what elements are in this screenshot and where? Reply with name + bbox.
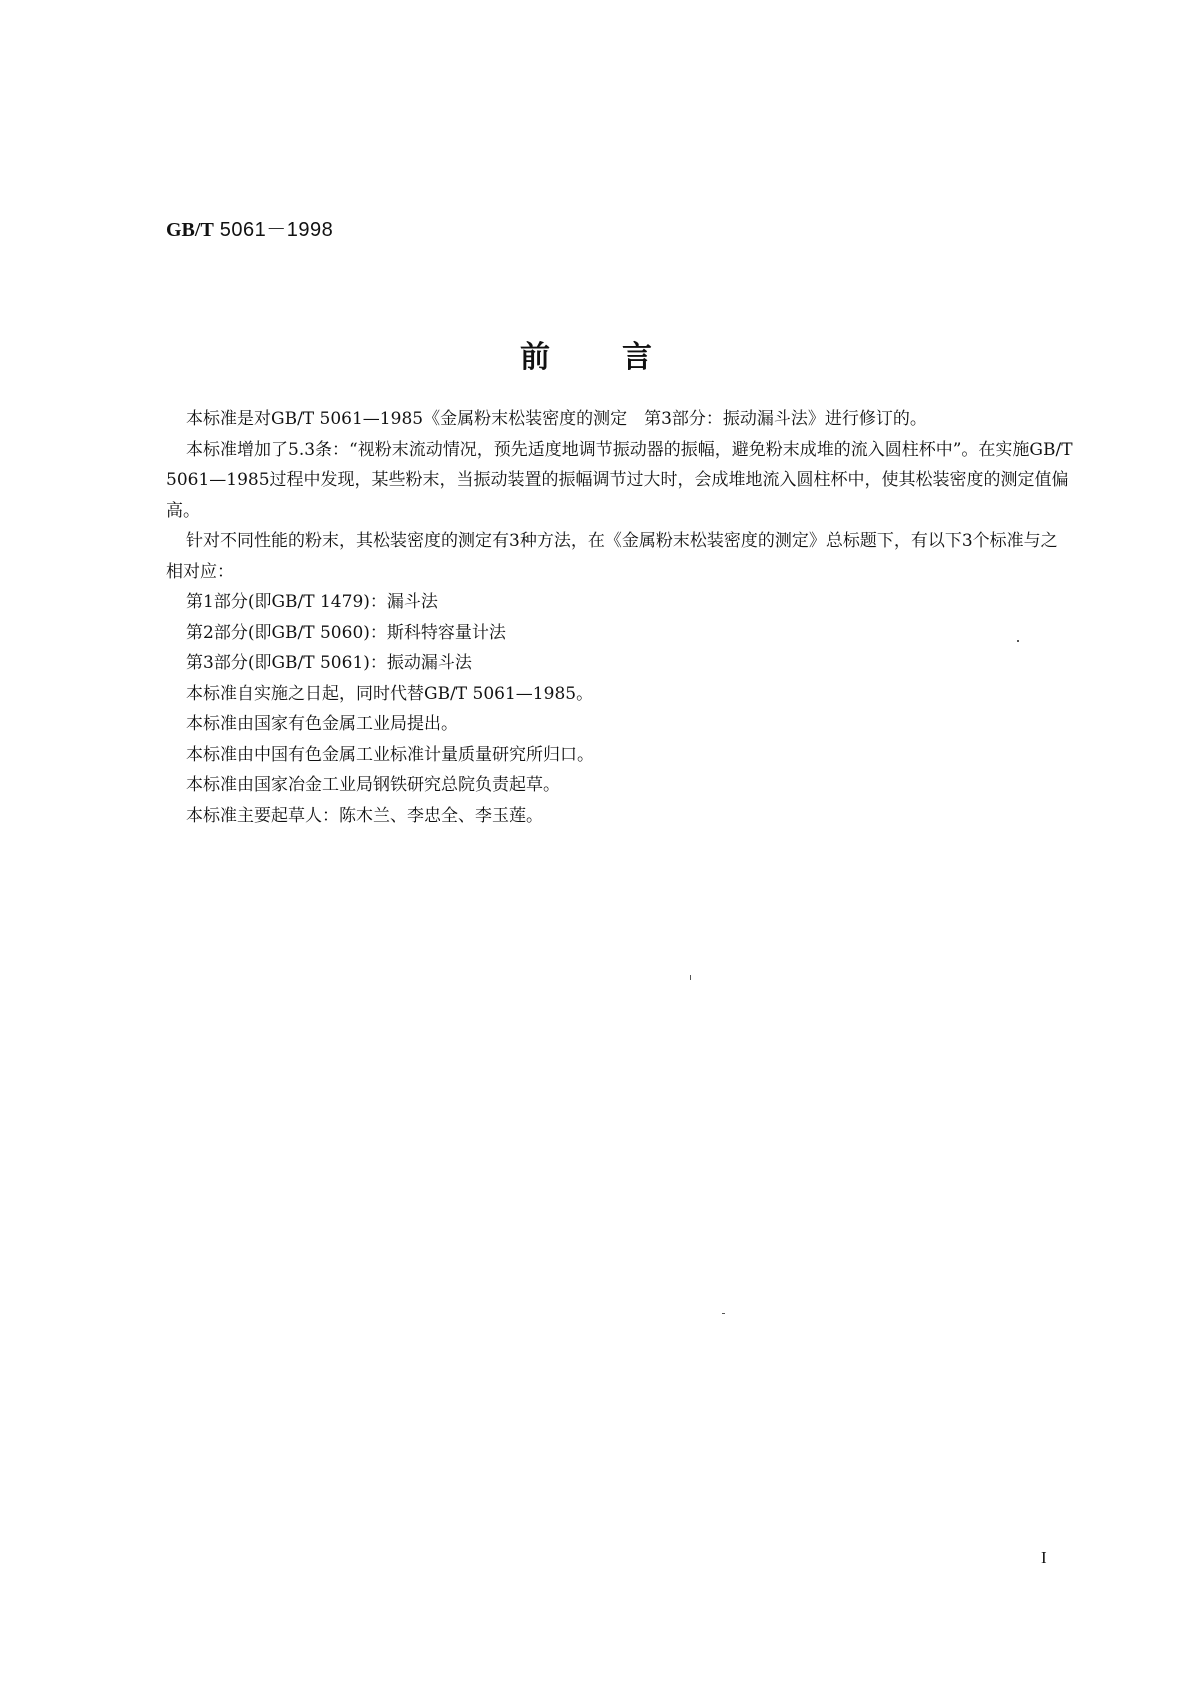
list-item-part-2: 第2部分(即GB/T 5060)：斯科特容量计法 [186, 622, 506, 643]
list-item-part-1: 第1部分(即GB/T 1479)：漏斗法 [186, 592, 438, 612]
paragraph-methods-intro: 针对不同性能的粉末，其松装密度的测定有3种方法，在《金属粉末松装密度的测定》总标题下，有以下3个标准与之相对应： [166, 531, 1058, 582]
page-number: I [1041, 1548, 1047, 1567]
paragraph-proposer: 本标准由国家有色金属工业局提出。 [186, 714, 458, 734]
paragraph-centralized-unit: 本标准由中国有色金属工业标准计量质量研究所归口。 [186, 744, 594, 765]
paragraph-revision-basis: 本标准是对GB/T 5061—1985《金属粉末松装密度的测定 第3部分：振动漏斗法》进行修订的。 [186, 409, 927, 429]
standard-code-number: 5061－1998 [219, 219, 334, 241]
scan-speck [1017, 640, 1019, 642]
paragraph-drafters: 本标准主要起草人：陈木兰、李忠全、李玉莲。 [186, 805, 543, 826]
standard-code-header [166, 217, 333, 242]
paragraph-drafting-unit: 本标准由国家冶金工业局钢铁研究总院负责起草。 [186, 775, 560, 795]
paragraph-replacement: 本标准自实施之日起，同时代替GB/T 5061—1985。 [186, 683, 594, 704]
paragraph-added-clause: 本标准增加了5.3条：“视粉末流动情况，预先适度地调节振动器的振幅，避免粉末成堆的流入圆柱杯中”。在实施GB/T 5061—1985过程中发现，某些粉末，当振动装置的振幅调节过大时，会成堆地流入圆柱杯中，使其松装密度的测定值偏高。 [166, 439, 1073, 521]
standard-code-prefix: GB/T [166, 219, 214, 241]
foreword-body [166, 404, 1074, 831]
list-item-part-3: 第3部分(即GB/T 5061)：振动漏斗法 [186, 653, 472, 673]
scan-speck [690, 975, 691, 980]
scan-speck [722, 1313, 725, 1314]
foreword-title: 前言 [520, 340, 724, 375]
